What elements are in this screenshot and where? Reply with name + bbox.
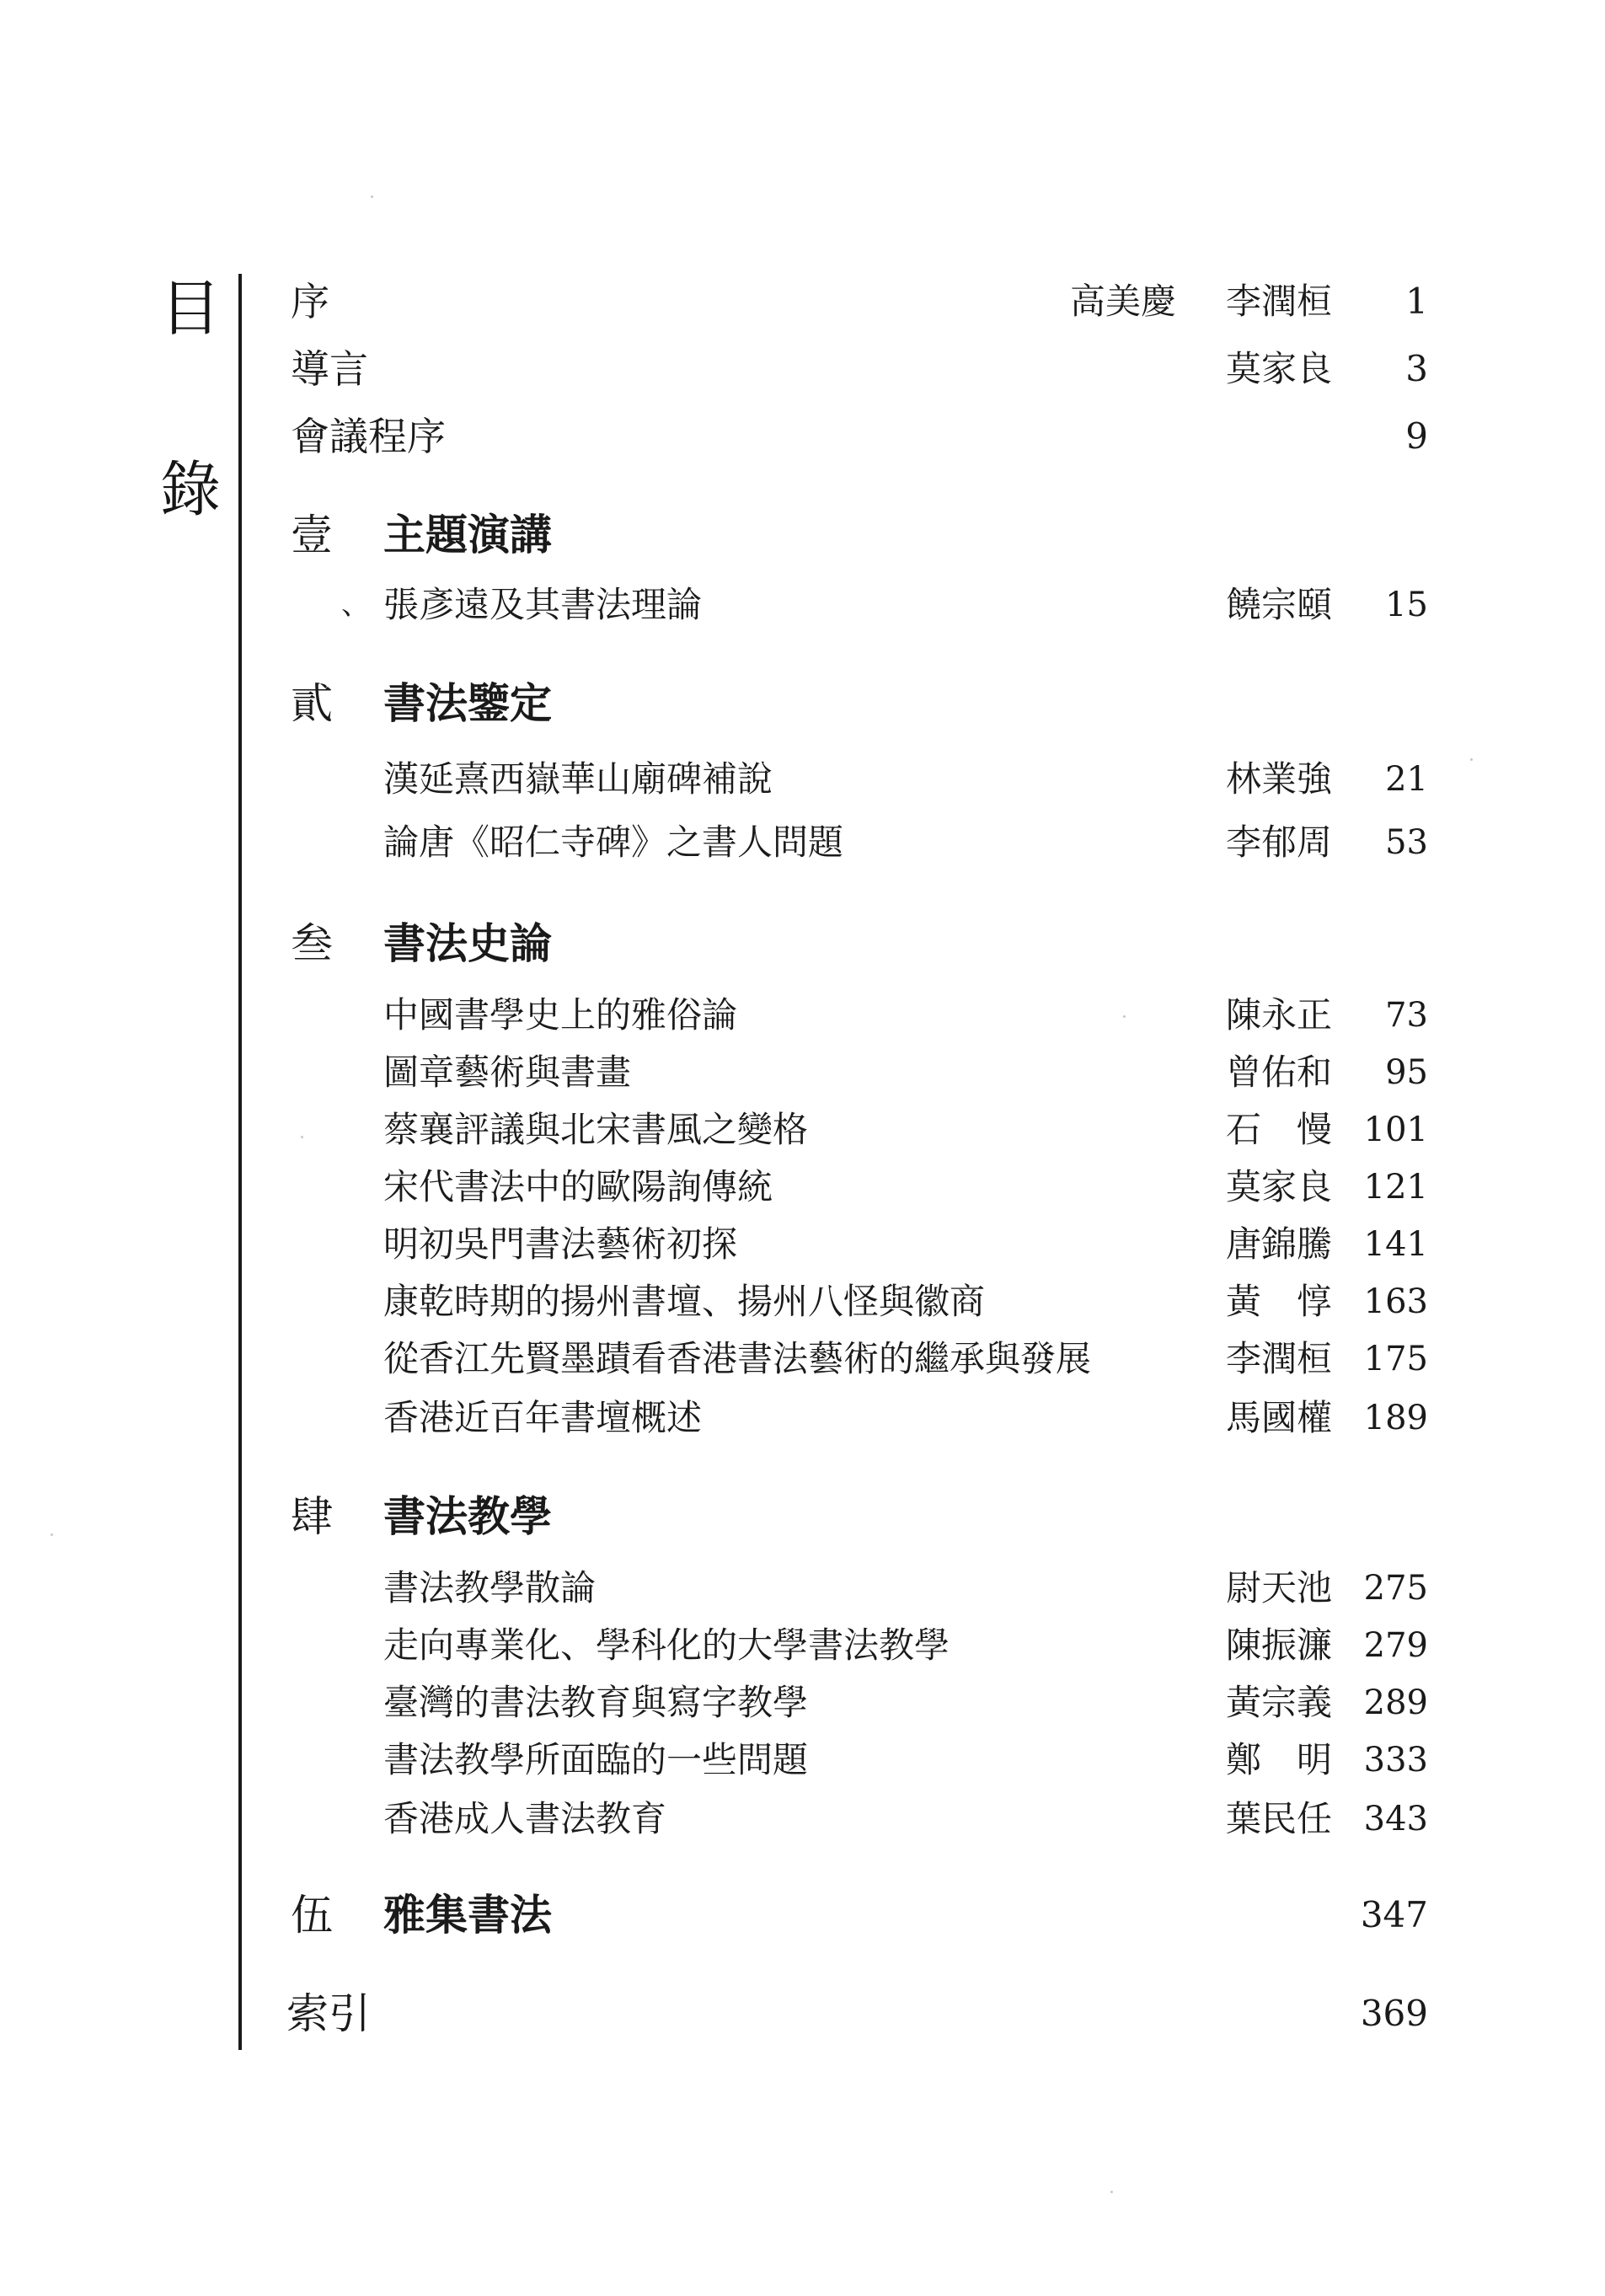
section-numeral: 貳	[291, 679, 333, 728]
scan-speck	[51, 1533, 53, 1536]
entry-title: 宋代書法中的歐陽詢傳統	[383, 1166, 773, 1207]
entry-author: 馬國權	[1226, 1397, 1333, 1438]
toc-entry[interactable]	[0, 580, 1605, 630]
toc-entry[interactable]	[0, 817, 1605, 868]
toc-entry-programme[interactable]	[0, 411, 1605, 462]
entry-title: 導言	[291, 346, 368, 392]
section-numeral: 伍	[291, 1891, 333, 1940]
entry-title: 圖章藝術與書畫	[383, 1052, 632, 1093]
entry-author: 莫家良	[1226, 348, 1333, 389]
entry-title: 從香江先賢墨蹟看香港書法藝術的繼承與發展	[383, 1338, 1092, 1379]
bullet-mark: 、	[341, 588, 370, 622]
entry-page-number: 369	[1360, 1993, 1428, 2034]
entry-author: 陳振濂	[1226, 1624, 1333, 1666]
section-title: 書法鑒定	[383, 678, 552, 728]
entry-author: 李潤桓	[1226, 281, 1333, 322]
section-heading-3[interactable]	[0, 918, 1605, 969]
entry-page-number: 189	[1363, 1399, 1428, 1437]
entry-title: 序	[291, 279, 329, 324]
toc-entry[interactable]	[0, 1334, 1605, 1384]
toc-entry[interactable]	[0, 1219, 1605, 1270]
entry-page-number: 3	[1405, 348, 1428, 389]
entry-author: 李潤桓	[1226, 1338, 1333, 1379]
entry-page-number: 95	[1385, 1053, 1428, 1092]
entry-page-number: 347	[1360, 1894, 1428, 1935]
toc-entry-preface[interactable]	[0, 276, 1605, 327]
section-title: 書法教學	[383, 1491, 552, 1541]
entry-page-number: 175	[1363, 1340, 1428, 1378]
entry-title: 明初吳門書法藝術初探	[383, 1223, 738, 1265]
toc-entry[interactable]	[0, 1162, 1605, 1212]
toc-entry[interactable]	[0, 754, 1605, 805]
section-numeral: 肆	[291, 1492, 333, 1541]
toc-entry-index[interactable]	[0, 1988, 1605, 2039]
toc-entry[interactable]	[0, 1794, 1605, 1844]
entry-author: 曾佑和	[1226, 1052, 1333, 1093]
entry-author: 莫家良	[1226, 1166, 1333, 1207]
entry-title: 中國書學史上的雅俗論	[383, 994, 738, 1036]
entry-title: 香港成人書法教育	[383, 1798, 667, 1839]
section-title: 主題演講	[383, 510, 552, 559]
entry-page-number: 15	[1385, 586, 1428, 624]
entry-page-number: 289	[1363, 1683, 1428, 1722]
entry-author: 高美慶	[1070, 281, 1177, 322]
entry-page-number: 163	[1363, 1282, 1428, 1321]
entry-page-number: 53	[1385, 823, 1428, 862]
entry-author: 李郁周	[1226, 822, 1333, 863]
toc-entry[interactable]	[0, 1047, 1605, 1098]
entry-page-number: 73	[1385, 996, 1428, 1035]
entry-author: 唐錦騰	[1226, 1223, 1333, 1265]
entry-page-number: 9	[1405, 415, 1428, 457]
entry-page-number: 121	[1363, 1168, 1428, 1207]
entry-author: 石 慢	[1226, 1109, 1333, 1150]
entry-title: 書法教學散論	[383, 1567, 597, 1608]
entry-author: 黃 惇	[1226, 1281, 1333, 1322]
scan-speck	[371, 195, 373, 198]
entry-author: 林業強	[1226, 758, 1333, 800]
toc-entry[interactable]	[0, 990, 1605, 1041]
vertical-title-char-lu: 錄	[160, 454, 222, 525]
entry-title: 張彥遠及其書法理論	[383, 584, 703, 625]
entry-title: 臺灣的書法教育與寫字教學	[383, 1682, 809, 1723]
entry-title: 會議程序	[291, 414, 446, 459]
section-heading-1[interactable]	[0, 510, 1605, 560]
entry-title: 漢延熹西嶽華山廟碑補說	[383, 758, 773, 800]
entry-title: 蔡襄評議與北宋書風之變格	[383, 1109, 809, 1150]
entry-title: 康乾時期的揚州書壇、揚州八怪與徽商	[383, 1281, 986, 1322]
section-heading-5[interactable]	[0, 1890, 1605, 1940]
entry-author: 黃宗義	[1226, 1682, 1333, 1723]
entry-author: 鄭 明	[1226, 1739, 1333, 1780]
entry-page-number: 21	[1385, 760, 1428, 799]
section-title: 雅集書法	[383, 1890, 552, 1940]
section-numeral: 叁	[291, 919, 333, 968]
entry-page-number: 101	[1363, 1111, 1428, 1149]
toc-entry-introduction[interactable]	[0, 344, 1605, 394]
scan-speck	[1110, 2191, 1113, 2193]
entry-page-number: 141	[1363, 1225, 1428, 1264]
section-heading-2[interactable]	[0, 678, 1605, 729]
toc-entry[interactable]	[0, 1105, 1605, 1155]
toc-entry[interactable]	[0, 1620, 1605, 1671]
entry-title: 香港近百年書壇概述	[383, 1397, 703, 1438]
scan-speck	[1123, 1015, 1126, 1018]
entry-title: 走向專業化、學科化的大學書法教學	[383, 1624, 950, 1666]
entry-author: 尉天池	[1226, 1567, 1333, 1608]
scan-speck	[1470, 758, 1473, 761]
entry-title: 書法教學所面臨的一些問題	[383, 1739, 809, 1780]
entry-page-number: 275	[1363, 1569, 1428, 1608]
toc-entry[interactable]	[0, 1393, 1605, 1443]
entry-page-number: 343	[1363, 1800, 1428, 1838]
toc-entry[interactable]	[0, 1276, 1605, 1327]
toc-entry[interactable]	[0, 1735, 1605, 1785]
entry-author: 陳永正	[1226, 994, 1333, 1036]
section-title: 書法史論	[383, 918, 552, 968]
section-numeral: 壹	[291, 511, 333, 559]
entry-title: 論唐《昭仁寺碑》之書人問題	[383, 822, 844, 863]
entry-page-number: 333	[1363, 1741, 1428, 1780]
entry-title: 索引	[286, 1989, 371, 2038]
scan-speck	[301, 1136, 303, 1138]
toc-entry[interactable]	[0, 1678, 1605, 1728]
toc-entry[interactable]	[0, 1563, 1605, 1614]
vertical-title-char-mu: 目	[160, 273, 222, 344]
entry-page-number: 279	[1363, 1626, 1428, 1665]
entry-author: 葉民任	[1226, 1798, 1333, 1839]
section-heading-4[interactable]	[0, 1491, 1605, 1542]
entry-author: 饒宗頤	[1226, 584, 1333, 625]
entry-page-number: 1	[1405, 281, 1428, 322]
